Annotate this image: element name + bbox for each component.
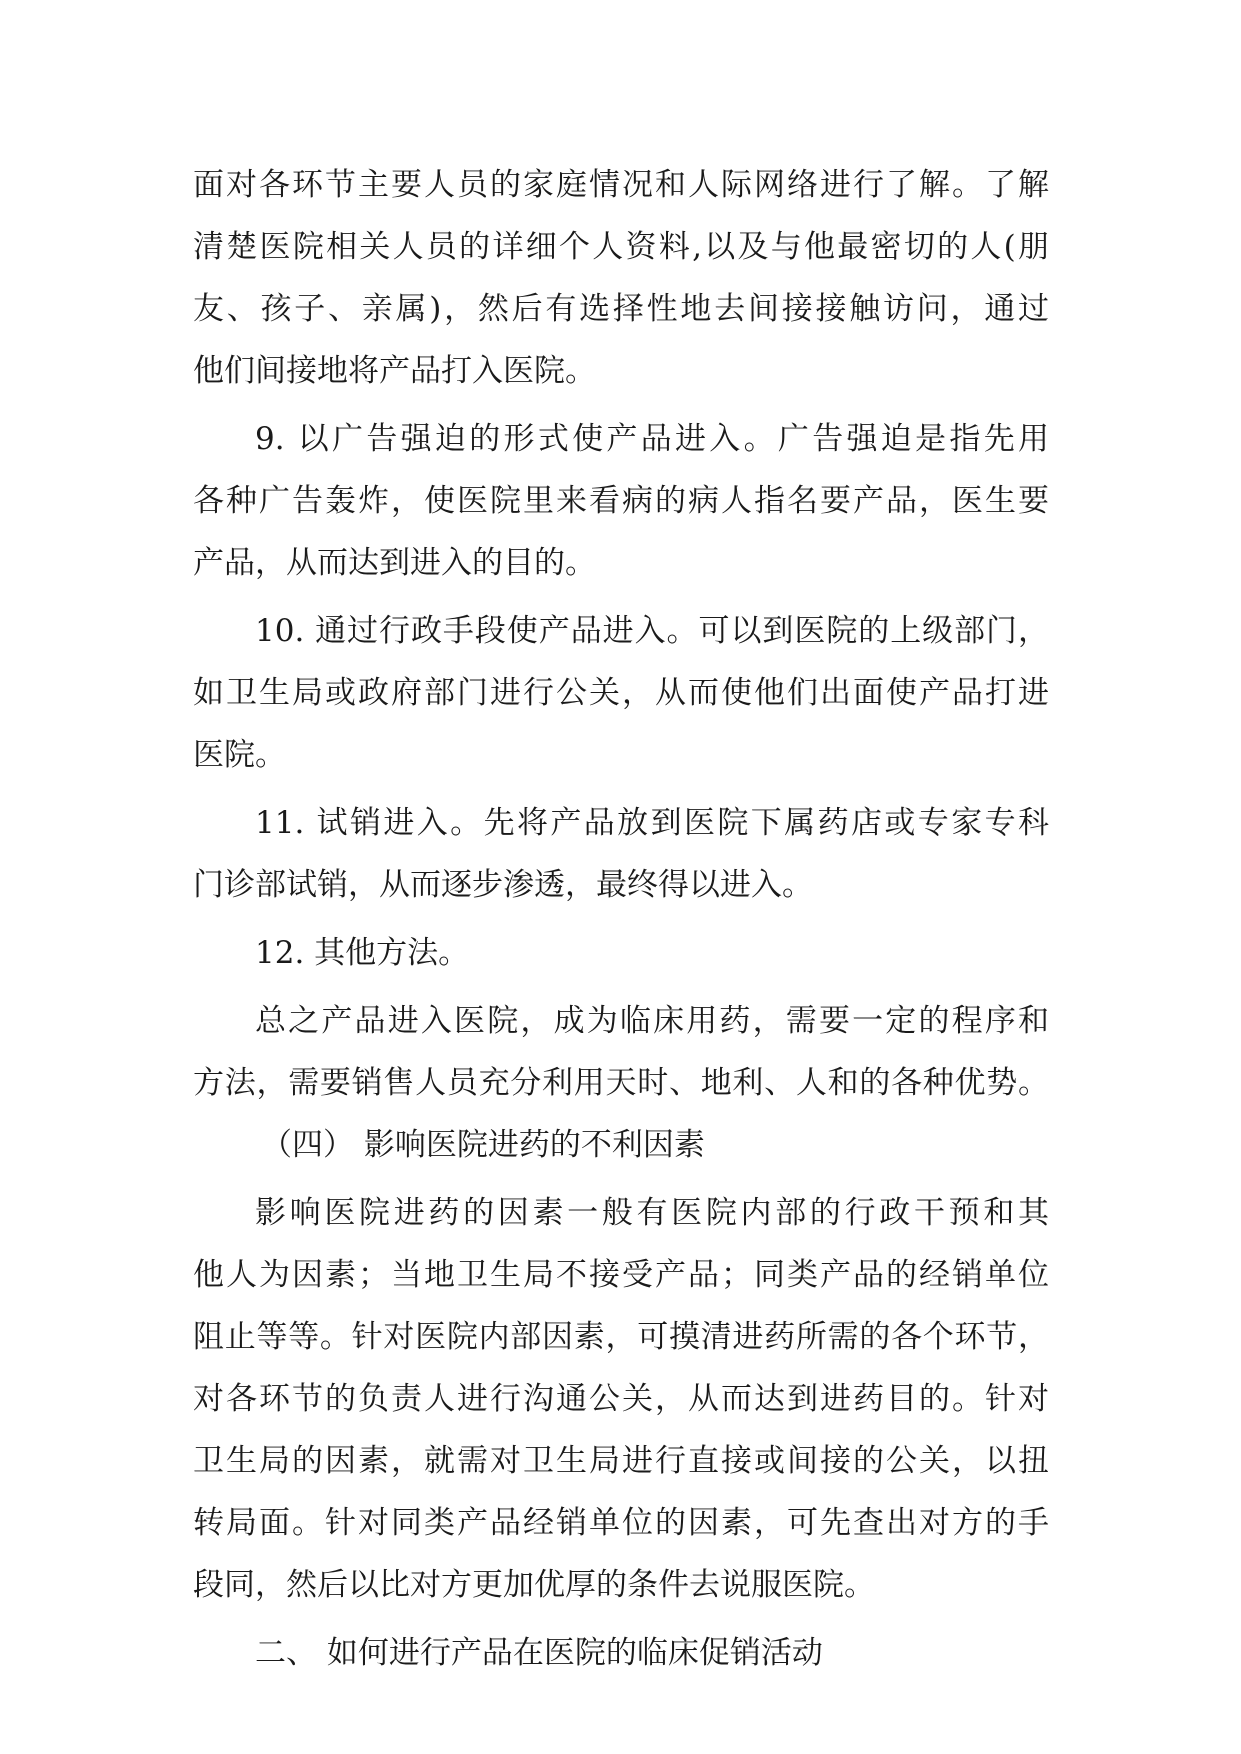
paragraph-line: 他人为因素；当地卫生局不接受产品；同类产品的经销单位: [193, 1257, 1049, 1293]
list-item-9: 9. 以广告强迫的形式使产品进入。广告强迫是指先用: [255, 421, 1049, 457]
paragraph-line: 医院。: [193, 737, 286, 773]
list-item-10: 10. 通过行政手段使产品进入。可以到医院的上级部门，: [255, 613, 1049, 649]
paragraph-line: 他们间接地将产品打入医院。: [193, 353, 596, 389]
paragraph-line: 方法，需要销售人员充分利用天时、地利、人和的各种优势。: [193, 1065, 1049, 1101]
document-page: [193, 154, 1049, 1684]
paragraph-line: 面对各环节主要人员的家庭情况和人际网络进行了解。了解: [193, 167, 1049, 203]
paragraph-line: 段同，然后以比对方更加优厚的条件去说服医院。: [193, 1567, 875, 1603]
paragraph-line: 清楚医院相关人员的详细个人资料,以及与他最密切的人(朋: [193, 229, 1049, 265]
summary-paragraph: 总之产品进入医院，成为临床用药，需要一定的程序和: [255, 1003, 1049, 1039]
paragraph-line: 门诊部试销，从而逐步渗透，最终得以进入。: [193, 867, 813, 903]
list-item-11: 11. 试销进入。先将产品放到医院下属药店或专家专科: [255, 805, 1049, 841]
paragraph-line: 如卫生局或政府部门进行公关，从而使他们出面使产品打进: [193, 675, 1049, 711]
section-heading-2: 二、 如何进行产品在医院的临床促销活动: [255, 1635, 823, 1671]
paragraph-line: 对各环节的负责人进行沟通公关，从而达到进药目的。针对: [193, 1381, 1049, 1417]
paragraph-line: 友、孩子、亲属)，然后有选择性地去间接接触访问，通过: [193, 291, 1049, 327]
paragraph-line: 转局面。针对同类产品经销单位的因素，可先查出对方的手: [193, 1505, 1049, 1541]
paragraph-line: 产品，从而达到进入的目的。: [193, 545, 596, 581]
paragraph-line: 阻止等等。针对医院内部因素，可摸清进药所需的各个环节，: [193, 1319, 1049, 1355]
section-heading-4: （四） 影响医院进药的不利因素: [261, 1127, 705, 1163]
paragraph-line: 卫生局的因素，就需对卫生局进行直接或间接的公关，以扭: [193, 1443, 1049, 1479]
factors-paragraph: 影响医院进药的因素一般有医院内部的行政干预和其: [255, 1195, 1049, 1231]
paragraph-line: 各种广告轰炸，使医院里来看病的病人指名要产品，医生要: [193, 483, 1049, 519]
list-item-12: 12. 其他方法。: [255, 935, 470, 971]
